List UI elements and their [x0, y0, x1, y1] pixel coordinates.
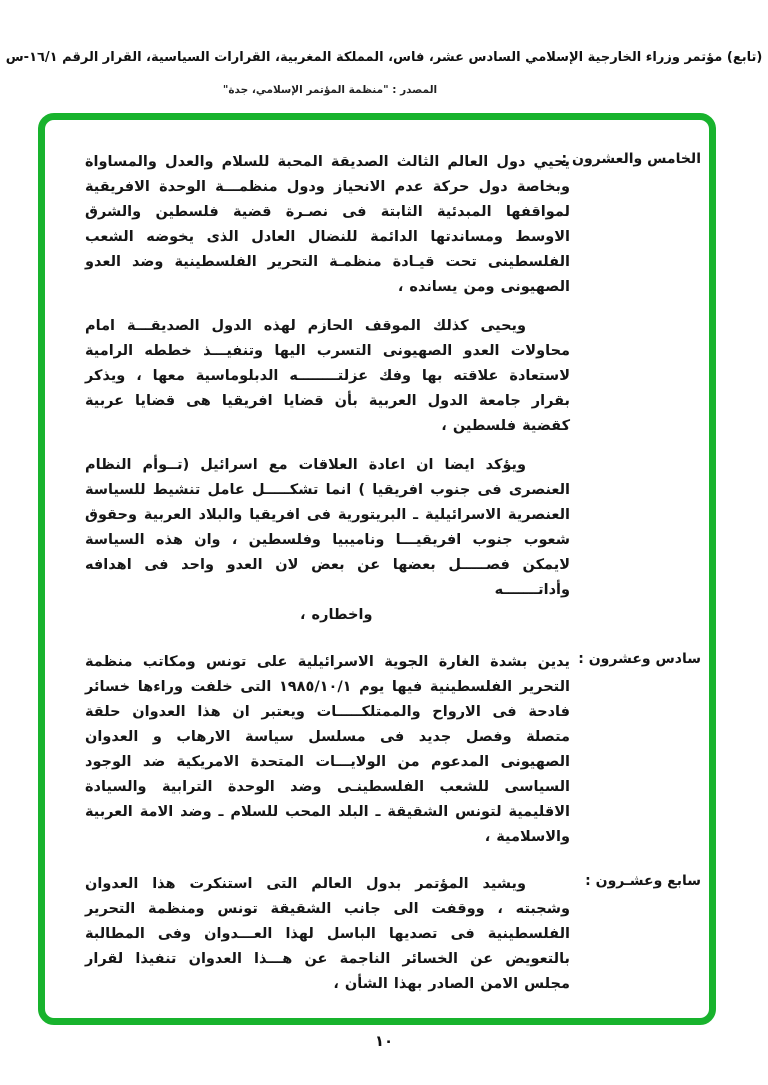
section-label: سابع وعشـرون : — [585, 873, 701, 889]
paragraph: ويشيد المؤتمر بدول العالم التى استنكرت هذا العدوان وشجبته ، ووقفت الى جانب الشقيقة تونس ومنظمة التحرير الفلسطينية فى تصديها الباسل لهذا العـــدوان وفى المطالبة بالتعويض عن الخسائر الناجمة عن هـــذا العدوان تنفيذا لقرار مجلس الامن الصادر بهذا الشأن ، — [85, 876, 570, 992]
paragraph-trailing-line: واخطاره ، — [300, 607, 373, 623]
section-paragraphs — [85, 872, 570, 997]
section-label: الخامس والعشرون : — [561, 151, 701, 167]
section-twenty-fifth — [85, 150, 701, 628]
document-content — [45, 120, 709, 997]
source-line: المصدر : "منظمة المؤتمر الإسلامي، جدة" — [222, 84, 438, 96]
paragraph: يدين بشدة الغارة الجوية الاسرائيلية على تونس ومكاتب منظمة التحرير الفلسطينية فيها يوم ١٩٨٥/١٠/١ التى خلفت وراءها خسائر فادحة فى الارواح والممتلكـــــات ويعتبر ان هذا العدوان حلقة متصلة وفصل جديد فى مسلسل سياسة الارهاب و العدوان الصهيونى المدعوم من الولايـــات المتحدة الامريكية ضد الوجود السياسى للشعب الفلسطينـى وضد الوحدة الترابية والسيادة الاقليمية لتونس الشقيقة ـ البلد المحب للسلام ـ وضد الامة العربية والاسلامية ، — [85, 654, 570, 845]
page-header: (تابع) مؤتمر وزراء الخارجية الإسلامي السادس عشر، فاس، المملكة المغربية، القرارات السياسية، القرار الرقم ١٦/١-س — [5, 50, 763, 65]
paragraph: ويحيى كذلك الموقف الحازم لهذه الدول الصديقـــة امام محاولات العدو الصهيونى التسرب اليها وتنفيـــذ خططه الرامية لاستعادة علاقته بها وفك عزلتــــــــه الدبلوماسية معها ، ويذكر بقرار جامعة الدول العربية بأن قضايا افريقيا هى قضايا عربية كقضية فلسطين ، — [85, 318, 570, 434]
section-label: سادس وعشرون : — [578, 651, 701, 667]
paragraph: ويؤكد ايضا ان اعادة العلاقات مع اسرائيل (تــوأم النظام العنصرى فى جنوب افريقيا ) انما تشكـــــل عامل تنشيط للسياسة العنصرية الاسرائيلية ـ البريتورية فى افريقيا والبلاد العربية وحقوق شعوب جنوب افريقيـــا وناميبيا وفلسطين ، وان هذه السياسة لايمكن فصـــــل بعضها عن بعض لان العدو واحد فى اهدافه وأداتـــــــه — [85, 457, 570, 598]
section-paragraphs — [85, 650, 570, 850]
section-twenty-sixth — [85, 650, 701, 850]
page-number: ١٠ — [374, 1032, 394, 1050]
paragraph: يحيي دول العالم الثالث الصديقة المحبة للسلام والعدل والمساواة وبخاصة دول حركة عدم الانحياز ودول منظمـــة الوحدة الافريقية لمواقفها المبدئية الثابتة فى نصـرة قضية فلسطين والشرق الاوسط ومساندتها الدائمة للنضال العادل الذى يخوضه الشعب الفلسطينى تحت قيـادة منظمـة التحرير الفلسطينية وضد العدو الصهيونى ومن يسانده ، — [85, 154, 570, 295]
section-paragraphs — [85, 150, 570, 628]
document-frame — [38, 113, 716, 1025]
section-twenty-seventh — [85, 872, 701, 997]
